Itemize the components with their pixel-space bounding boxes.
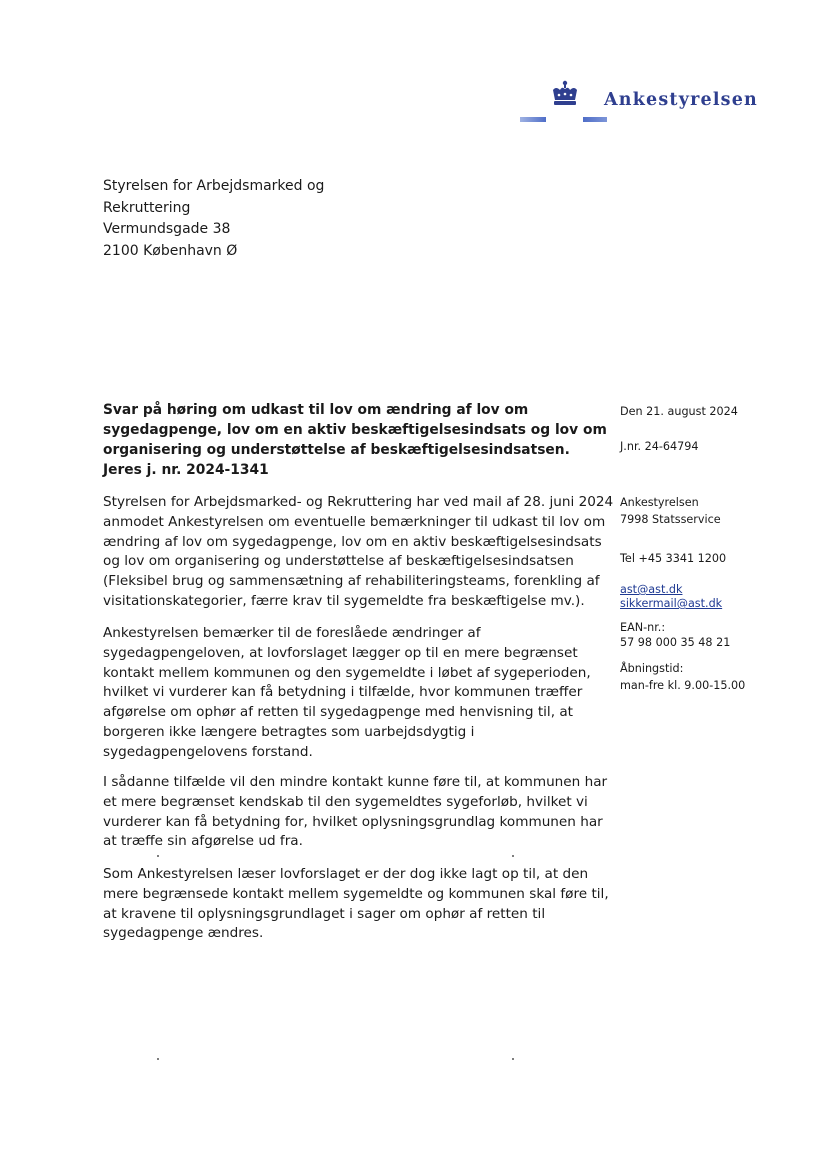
body-line: sygedagpenge ændres. (103, 925, 264, 942)
sender-address (620, 494, 721, 528)
body-paragraph-3 (103, 773, 608, 852)
body-line: I sådanne tilfælde vil den mindre kontakt kunne føre til, at kommunen har (103, 774, 608, 790)
body-line: et mere begrænset kendskab til den sygemeldtes sygeforløb, hvilket vi (103, 793, 588, 810)
logo-wordmark: Ankestyrelsen (604, 90, 758, 110)
subject-line: Jeres j. nr. 2024-1341 (103, 462, 269, 478)
body-line: at kravene til oplysningsgrundlaget i sager om ophør af retten til (103, 905, 546, 922)
body-line: Ankestyrelsen bemærker til de foreslåede ændringer af (103, 625, 481, 641)
letter-subject (103, 400, 607, 480)
body-paragraph-4 (103, 865, 609, 944)
scan-speck (512, 1058, 514, 1060)
sender-name: Ankestyrelsen (620, 496, 699, 509)
body-line: mere begrænsede kontakt mellem sygemeldte og kommunen skal føre til, (103, 885, 609, 902)
body-line: ændring af lov om sygedagpenge, lov om en aktiv beskæftigelsesindsats (103, 533, 602, 550)
ean-number (620, 620, 730, 650)
address-line: 2100 København Ø (103, 242, 238, 259)
body-paragraph-2 (103, 624, 595, 763)
scan-speck (157, 855, 159, 857)
email-link-sikkermail[interactable]: sikkermail@ast.dk (620, 597, 723, 610)
body-line: at træffe sin afgørelse ud fra. (103, 833, 303, 850)
body-line: sygedagpengelovens forstand. (103, 743, 313, 760)
address-line: Rekruttering (103, 199, 191, 216)
sender-street: 7998 Statsservice (620, 513, 721, 526)
body-line: anmodet Ankestyrelsen om eventuelle bemærkninger til udkast til lov om (103, 513, 606, 530)
ankestyrelsen-logo (518, 78, 788, 128)
address-line: Styrelsen for Arbejdsmarked og (103, 178, 325, 194)
email-link-ast[interactable]: ast@ast.dk (620, 583, 683, 596)
address-line: Vermundsgade 38 (103, 221, 231, 237)
body-line: sygedagpengeloven, at lovforslaget lægger op til en mere begrænset (103, 644, 578, 661)
scan-speck (157, 1058, 159, 1060)
body-line: afgørelse om ophør af retten til sygedagpenge med henvisning til, at (103, 704, 574, 721)
ean-value: 57 98 000 35 48 21 (620, 636, 731, 649)
body-line: (Fleksibel brug og sammensætning af rehabiliteringsteams, forenkling af (103, 573, 600, 590)
letter-date: Den 21. august 2024 (620, 405, 738, 418)
scan-speck (512, 855, 514, 857)
hours-label: Åbningstid: (620, 662, 684, 675)
body-line: kontakt mellem kommunen og den sygemeldte i løbet af sygeperioden, (103, 664, 591, 681)
body-line: Som Ankestyrelsen læser lovforslaget er der dog ikke lagt op til, at den (103, 866, 589, 882)
phone-number: Tel +45 3341 1200 (620, 552, 727, 565)
body-line: og lov om organisering og understøttelse af beskæftigelsesindsatsen (103, 553, 574, 570)
recipient-address (103, 176, 324, 262)
journal-number: J.nr. 24-64794 (620, 440, 699, 453)
body-line: vurderer kan få betydning for, hvilket oplysningsgrundlag kommunen har (103, 813, 603, 830)
ean-label: EAN-nr.: (620, 621, 666, 634)
subject-line: organisering og understøttelse af beskæftigelsesindsatsen. (103, 442, 570, 458)
body-paragraph-1 (103, 493, 614, 612)
email-links (620, 583, 722, 611)
logo-bar-right (583, 117, 607, 122)
body-line: borgeren ikke længere betragtes som uarbejdsdygtig i (103, 723, 475, 740)
body-line: hvilket vi vurderer kan få betydning i tilfælde, hvor kommunen træffer (103, 684, 583, 701)
opening-hours (620, 660, 745, 694)
crown-icon (550, 80, 580, 108)
logo-bar-left (520, 117, 546, 122)
subject-line: sygedagpenge, lov om en aktiv beskæftigelsesindsats og lov om (103, 422, 607, 438)
body-line: Styrelsen for Arbejdsmarked- og Rekruttering har ved mail af 28. juni 2024 (103, 494, 614, 510)
body-line: visitationskategorier, færre krav til sygemeldte fra beskæftigelse mv.). (103, 592, 585, 609)
subject-line: Svar på høring om udkast til lov om ændring af lov om (103, 402, 529, 418)
hours-value: man-fre kl. 9.00-15.00 (620, 679, 746, 692)
